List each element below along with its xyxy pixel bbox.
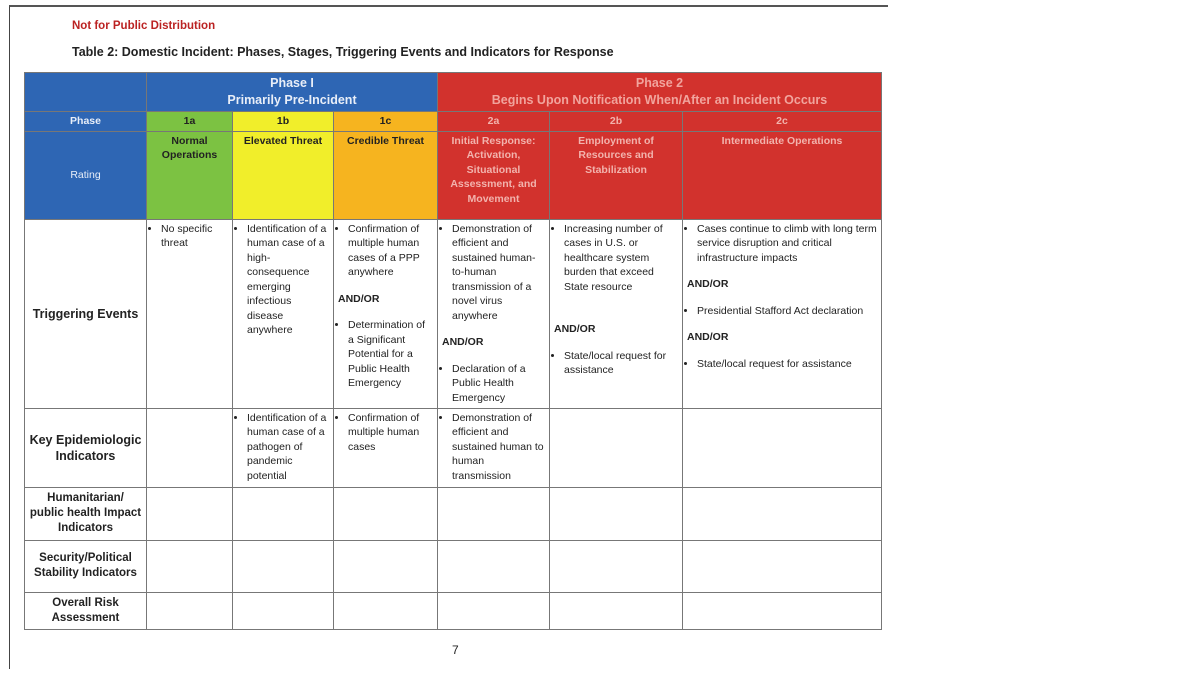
incident-phases-table xyxy=(24,72,882,630)
row-label-humanitarian: Humanitarian/ public health Impact Indicators xyxy=(25,487,147,540)
overall-risk-row xyxy=(25,592,882,629)
row-label-overall: Overall Risk Assessment xyxy=(25,592,147,629)
rating-row xyxy=(25,131,882,219)
phase-1-header xyxy=(147,73,438,112)
phase-2-title: Phase 2 xyxy=(635,76,684,90)
stage-code-2c: 2c xyxy=(683,112,882,132)
rating-1a: Normal Operations xyxy=(147,131,233,219)
page-number: 7 xyxy=(452,643,459,657)
stage-code-2b: 2b xyxy=(550,112,683,132)
bullet: • Presidential Stafford Act declaration xyxy=(697,304,877,319)
row-label-rating: Rating xyxy=(25,131,147,219)
bullet: • Increasing number of cases in U.S. or healthcare system burden that exceed State resource xyxy=(564,222,678,295)
key-epi-2c xyxy=(683,408,882,487)
stage-code-1c: 1c xyxy=(334,112,438,132)
table-title: Table 2: Domestic Incident: Phases, Stages, Triggering Events and Indicators for Response xyxy=(72,45,614,59)
bullet: • Determination of a Significant Potential for a Public Health Emergency xyxy=(348,318,433,391)
row-label-security: Security/Political Stability Indicators xyxy=(25,540,147,592)
rating-2c: Intermediate Operations xyxy=(683,131,882,219)
humanitarian-row xyxy=(25,487,882,540)
key-epi-2b xyxy=(550,408,683,487)
triggering-1c xyxy=(334,219,438,408)
triggering-1a xyxy=(147,219,233,408)
and-or-label: AND/OR xyxy=(687,331,729,343)
bullet: • Demonstration of efficient and sustained human to human transmission xyxy=(452,411,545,484)
phase-1-subtitle: Primarily Pre-Incident xyxy=(227,93,357,107)
security-row xyxy=(25,540,882,592)
stage-code-1b: 1b xyxy=(233,112,334,132)
distribution-notice: Not for Public Distribution xyxy=(72,20,216,32)
key-epi-2a xyxy=(438,408,550,487)
rating-1c: Credible Threat xyxy=(334,131,438,219)
bullet: • Identification of a human case of a pathogen of pandemic potential xyxy=(247,411,329,484)
bullet: • No specific threat xyxy=(161,222,228,251)
key-epi-1b xyxy=(233,408,334,487)
bullet: • Cases continue to climb with long term service disruption and critical infrastructure impacts xyxy=(697,222,877,266)
key-epi-1a xyxy=(147,408,233,487)
bullet: • Identification of a human case of a high-consequence emerging infectious disease anywhere xyxy=(247,222,329,338)
blank-header-cell xyxy=(25,73,147,112)
and-or-label: AND/OR xyxy=(554,323,596,335)
row-label-phase: Phase xyxy=(25,112,147,132)
bullet: • Demonstration of efficient and sustained human-to-human transmission of a novel virus anywhere xyxy=(452,222,545,324)
stage-code-1a: 1a xyxy=(147,112,233,132)
rating-2a: Initial Response: Activation, Situational Assessment, and Movement xyxy=(438,131,550,219)
phase-1-title: Phase I xyxy=(270,76,314,90)
phase-2-header xyxy=(438,73,882,112)
triggering-2c xyxy=(683,219,882,408)
triggering-1b xyxy=(233,219,334,408)
and-or-label: AND/OR xyxy=(687,278,729,290)
triggering-2a xyxy=(438,219,550,408)
stage-code-2a: 2a xyxy=(438,112,550,132)
row-label-triggering: Triggering Events xyxy=(25,219,147,408)
phase-2-subtitle: Begins Upon Notification When/After an Incident Occurs xyxy=(491,93,828,107)
bullet: • Confirmation of multiple human cases of a PPP anywhere xyxy=(348,222,433,280)
and-or-label: AND/OR xyxy=(442,336,484,348)
rating-2b: Employment of Resources and Stabilization xyxy=(550,131,683,219)
key-epi-row xyxy=(25,408,882,487)
bullet: • State/local request for assistance xyxy=(564,349,678,378)
and-or-label: AND/OR xyxy=(338,292,380,305)
triggering-2b xyxy=(550,219,683,408)
row-label-key-epi: Key Epidemiologic Indicators xyxy=(25,408,147,487)
phase-group-row xyxy=(25,73,882,112)
bullet: • Confirmation of multiple human cases xyxy=(348,411,433,455)
triggering-events-row xyxy=(25,219,882,408)
bullet: • State/local request for assistance xyxy=(697,357,877,372)
rating-1b: Elevated Threat xyxy=(233,131,334,219)
bullet: • Declaration of a Public Health Emergency xyxy=(452,362,545,406)
stage-code-row xyxy=(25,112,882,132)
key-epi-1c xyxy=(334,408,438,487)
